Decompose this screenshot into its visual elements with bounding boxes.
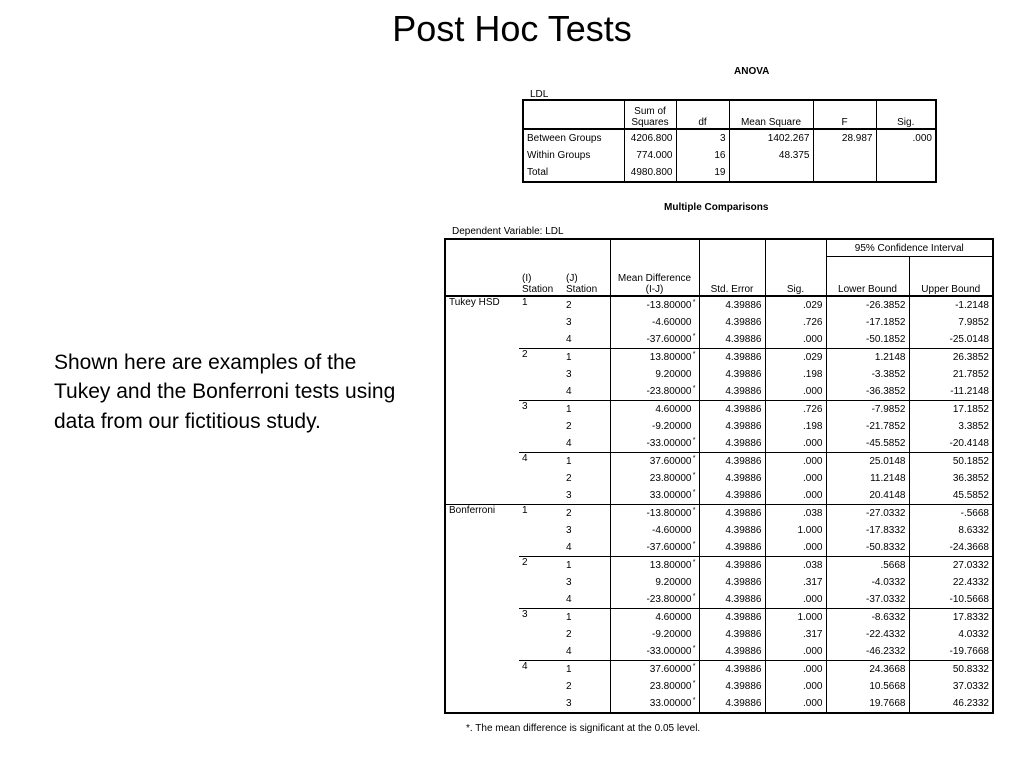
mc-cell: .000 <box>765 487 826 505</box>
mc-cell: 20.4148 <box>826 487 909 505</box>
mc-row <box>445 314 993 331</box>
mc-diff-value: -9.20000 <box>652 421 692 432</box>
mc-cell: 1.000 <box>765 609 826 627</box>
mc-method-cell <box>445 678 519 695</box>
anova-cell: 19 <box>676 164 729 182</box>
mc-cell: 27.0332 <box>909 557 993 575</box>
mc-cell: .000 <box>765 678 826 695</box>
mc-header-se: Std. Error <box>699 239 765 296</box>
mc-cell: 4.39886 <box>699 435 765 453</box>
mc-cell: .317 <box>765 574 826 591</box>
mc-diff-cell: -23.80000* <box>610 383 699 401</box>
mc-row <box>445 591 993 609</box>
mc-cell: -21.7852 <box>826 418 909 435</box>
mc-i-cell <box>519 366 563 383</box>
mc-cell: -25.0148 <box>909 331 993 349</box>
anova-header-cell <box>523 100 624 129</box>
mc-j-cell: 3 <box>566 369 572 380</box>
mc-j-cell: 1 <box>563 557 610 575</box>
anova-row <box>523 147 936 164</box>
mc-j-cell: 1 <box>563 401 610 419</box>
mc-row <box>445 453 993 471</box>
mc-header-ci: 95% Confidence Interval <box>826 239 993 257</box>
mc-row <box>445 331 993 349</box>
mc-diff-value: 33.00000 <box>649 490 692 501</box>
mc-cell: -46.2332 <box>826 643 909 661</box>
mc-j-cell: 1 <box>563 349 610 367</box>
mc-diff-cell <box>610 366 699 383</box>
anova-cell <box>876 147 936 164</box>
mc-cell: .000 <box>765 383 826 401</box>
mc-cell: .317 <box>765 626 826 643</box>
mc-dependent-label: Dependent Variable: LDL <box>452 226 564 237</box>
mc-cell: 4.39886 <box>699 331 765 349</box>
mc-row <box>445 349 993 367</box>
mc-i-cell: 4 <box>519 453 563 471</box>
mc-cell: .029 <box>765 296 826 314</box>
mc-cell: 46.2332 <box>909 695 993 713</box>
mc-j-cell: 4 <box>566 438 572 449</box>
mc-cell: 4.39886 <box>699 401 765 419</box>
anova-row-label: Within Groups <box>523 147 624 164</box>
mc-cell: 21.7852 <box>909 366 993 383</box>
slide-title: Post Hoc Tests <box>392 8 632 49</box>
mc-j-cell: 2 <box>563 505 610 523</box>
mc-cell: 1.000 <box>765 522 826 539</box>
mc-j-cell: 4 <box>566 594 572 605</box>
mc-cell: 50.1852 <box>909 453 993 471</box>
mc-diff-cell: 37.60000* <box>610 661 699 679</box>
mc-diff-value: 13.80000 <box>649 352 692 363</box>
mc-cell: 4.39886 <box>699 453 765 471</box>
mc-diff-cell: 37.60000* <box>610 453 699 471</box>
mc-j-cell: 2 <box>566 421 572 432</box>
mc-row <box>445 643 993 661</box>
mc-row <box>445 626 993 643</box>
mc-method-cell <box>445 609 519 627</box>
mc-diff-cell: -13.80000* <box>610 505 699 523</box>
mc-cell: 10.5668 <box>826 678 909 695</box>
anova-cell: 48.375 <box>729 147 813 164</box>
mc-cell: 17.8332 <box>909 609 993 627</box>
mc-cell: -10.5668 <box>909 591 993 609</box>
mc-header-diff: Mean Difference (I-J) <box>610 239 699 296</box>
mc-method-cell <box>445 383 519 401</box>
mc-i-cell: 1 <box>519 505 563 523</box>
mc-header-blank <box>445 239 519 296</box>
mc-row <box>445 470 993 487</box>
mc-method-cell <box>445 695 519 713</box>
mc-diff-cell <box>610 609 699 627</box>
mc-cell: -50.8332 <box>826 539 909 557</box>
mc-cell: 4.39886 <box>699 349 765 367</box>
mc-header-j: (J) Station <box>563 239 610 296</box>
mc-diff-value: 23.80000 <box>649 473 692 484</box>
mc-cell: 24.3668 <box>826 661 909 679</box>
mc-cell: -8.6332 <box>826 609 909 627</box>
mc-i-cell: 2 <box>519 349 563 367</box>
mc-cell: 4.39886 <box>699 678 765 695</box>
mc-cell: -3.3852 <box>826 366 909 383</box>
mc-row <box>445 557 993 575</box>
anova-header-cell: Sum of Squares <box>624 100 676 129</box>
mc-cell: .000 <box>765 435 826 453</box>
anova-row <box>523 129 936 147</box>
mc-cell: -50.1852 <box>826 331 909 349</box>
mc-row <box>445 695 993 713</box>
mc-cell: 4.39886 <box>699 366 765 383</box>
mc-footnote: *. The mean difference is significant at the 0.05 level. <box>466 723 701 734</box>
mc-cell: 4.39886 <box>699 574 765 591</box>
mc-method-cell <box>445 331 519 349</box>
anova-row-label: Total <box>523 164 624 182</box>
mc-i-cell <box>519 331 563 349</box>
mc-diff-value: -13.80000 <box>646 300 692 311</box>
mc-diff-cell: 23.80000* <box>610 470 699 487</box>
mc-diff-value: 23.80000 <box>649 681 692 692</box>
mc-row <box>445 522 993 539</box>
mc-method-cell <box>445 487 519 505</box>
mc-cell: .198 <box>765 418 826 435</box>
mc-i-cell <box>519 314 563 331</box>
anova-cell: .000 <box>876 129 936 147</box>
mc-diff-cell <box>610 314 699 331</box>
mc-method-cell <box>445 591 519 609</box>
mc-cell: 4.39886 <box>699 539 765 557</box>
anova-row-label: Between Groups <box>523 129 624 147</box>
mc-method-cell <box>445 661 519 679</box>
mc-header-lower: Lower Bound <box>826 257 909 297</box>
mc-method-cell <box>445 314 519 331</box>
mc-cell: 4.39886 <box>699 609 765 627</box>
mc-cell: -19.7668 <box>909 643 993 661</box>
anova-table <box>522 99 937 183</box>
mc-row <box>445 366 993 383</box>
mc-cell: .000 <box>765 470 826 487</box>
mc-row <box>445 383 993 401</box>
mc-method-cell <box>445 418 519 435</box>
mc-diff-value: -4.60000 <box>652 317 692 328</box>
mc-cell: 4.39886 <box>699 626 765 643</box>
mc-diff-cell: -33.00000* <box>610 435 699 453</box>
mc-j-cell: 4 <box>566 542 572 553</box>
mc-i-cell <box>519 539 563 557</box>
mc-i-cell: 2 <box>519 557 563 575</box>
mc-i-cell <box>519 695 563 713</box>
anova-header-cell: Mean Square <box>729 100 813 129</box>
mc-diff-cell: 33.00000* <box>610 695 699 713</box>
mc-diff-cell <box>610 401 699 419</box>
mc-cell: 8.6332 <box>909 522 993 539</box>
mc-cell: -7.9852 <box>826 401 909 419</box>
mc-cell: 4.39886 <box>699 522 765 539</box>
mc-cell: .000 <box>765 643 826 661</box>
mc-cell: -20.4148 <box>909 435 993 453</box>
mc-cell: -1.2148 <box>909 296 993 314</box>
mc-method-cell <box>445 643 519 661</box>
mc-diff-value: -33.00000 <box>646 646 692 657</box>
mc-cell: .5668 <box>826 557 909 575</box>
mc-cell: .198 <box>765 366 826 383</box>
mc-method-cell <box>445 349 519 367</box>
mc-cell: -11.2148 <box>909 383 993 401</box>
mc-cell: 4.39886 <box>699 470 765 487</box>
mc-cell: 4.39886 <box>699 661 765 679</box>
anova-cell: 16 <box>676 147 729 164</box>
mc-row <box>445 296 993 314</box>
mc-diff-cell: -23.80000* <box>610 591 699 609</box>
anova-row <box>523 164 936 182</box>
mc-diff-value: 9.20000 <box>655 369 692 380</box>
mc-cell: 3.3852 <box>909 418 993 435</box>
anova-cell: 3 <box>676 129 729 147</box>
mc-j-cell: 4 <box>566 334 572 345</box>
mc-cell: 19.7668 <box>826 695 909 713</box>
mc-cell: 25.0148 <box>826 453 909 471</box>
anova-cell <box>729 164 813 182</box>
mc-cell: 4.0332 <box>909 626 993 643</box>
mc-method-cell <box>445 522 519 539</box>
anova-cell: 774.000 <box>624 147 676 164</box>
mc-diff-value: 33.00000 <box>649 698 692 709</box>
mc-diff-cell <box>610 574 699 591</box>
anova-cell: 1402.267 <box>729 129 813 147</box>
mc-j-cell: 2 <box>566 473 572 484</box>
mc-cell: 36.3852 <box>909 470 993 487</box>
mc-j-cell: 4 <box>566 646 572 657</box>
mc-i-cell <box>519 678 563 695</box>
mc-i-cell: 3 <box>519 609 563 627</box>
mc-diff-value: -23.80000 <box>646 386 692 397</box>
mc-i-cell <box>519 470 563 487</box>
mc-i-cell: 4 <box>519 661 563 679</box>
mc-j-cell: 4 <box>566 386 572 397</box>
mc-diff-cell: 13.80000* <box>610 557 699 575</box>
mc-diff-cell: -13.80000* <box>610 296 699 314</box>
mc-j-cell: 2 <box>566 681 572 692</box>
mc-i-cell: 3 <box>519 401 563 419</box>
mc-diff-cell: -33.00000* <box>610 643 699 661</box>
mc-cell: .726 <box>765 401 826 419</box>
mc-cell: .726 <box>765 314 826 331</box>
mc-method-cell <box>445 401 519 419</box>
anova-cell: 4980.800 <box>624 164 676 182</box>
mc-cell: 4.39886 <box>699 296 765 314</box>
mc-diff-cell: 23.80000* <box>610 678 699 695</box>
mc-cell: -17.1852 <box>826 314 909 331</box>
mc-diff-value: 4.60000 <box>655 612 692 623</box>
mc-cell: 22.4332 <box>909 574 993 591</box>
mc-cell: -22.4332 <box>826 626 909 643</box>
anova-cell: 28.987 <box>813 129 876 147</box>
mc-cell: .029 <box>765 349 826 367</box>
mc-title: Multiple Comparisons <box>664 202 769 213</box>
mc-diff-cell <box>610 418 699 435</box>
mc-cell: .038 <box>765 505 826 523</box>
mc-row <box>445 418 993 435</box>
mc-cell: 4.39886 <box>699 418 765 435</box>
mc-row <box>445 661 993 679</box>
mc-i-cell <box>519 418 563 435</box>
mc-i-cell <box>519 591 563 609</box>
mc-header-upper: Upper Bound <box>909 257 993 297</box>
anova-header-cell: Sig. <box>876 100 936 129</box>
mc-cell: .038 <box>765 557 826 575</box>
anova-cell <box>876 164 936 182</box>
anova-dependent-label: LDL <box>530 89 549 100</box>
mc-i-cell <box>519 643 563 661</box>
mc-cell: 7.9852 <box>909 314 993 331</box>
mc-cell: .000 <box>765 539 826 557</box>
mc-diff-value: 37.60000 <box>649 456 692 467</box>
mc-row <box>445 435 993 453</box>
mc-diff-value: 13.80000 <box>649 560 692 571</box>
mc-i-cell <box>519 626 563 643</box>
mc-cell: 45.5852 <box>909 487 993 505</box>
mc-cell: .000 <box>765 661 826 679</box>
mc-row <box>445 505 993 523</box>
mc-cell: -24.3668 <box>909 539 993 557</box>
mc-cell: 1.2148 <box>826 349 909 367</box>
anova-header-cell: F <box>813 100 876 129</box>
anova-header-cell: df <box>676 100 729 129</box>
mc-row <box>445 678 993 695</box>
mc-cell: .000 <box>765 591 826 609</box>
mc-method-cell <box>445 366 519 383</box>
mc-i-cell <box>519 487 563 505</box>
mc-method-cell <box>445 574 519 591</box>
mc-j-cell: 3 <box>566 698 572 709</box>
mc-diff-cell: -37.60000* <box>610 331 699 349</box>
mc-method-cell: Bonferroni <box>445 505 519 523</box>
mc-diff-cell: 13.80000* <box>610 349 699 367</box>
mc-diff-value: -13.80000 <box>646 508 692 519</box>
mc-cell: -27.0332 <box>826 505 909 523</box>
mc-cell: 4.39886 <box>699 487 765 505</box>
mc-cell: 37.0332 <box>909 678 993 695</box>
mc-cell: 4.39886 <box>699 591 765 609</box>
mc-cell: -17.8332 <box>826 522 909 539</box>
mc-row <box>445 574 993 591</box>
mc-diff-value: -23.80000 <box>646 594 692 605</box>
mc-method-cell <box>445 626 519 643</box>
mc-diff-value: -4.60000 <box>652 525 692 536</box>
multiple-comparisons-table <box>444 238 994 714</box>
mc-cell: 4.39886 <box>699 383 765 401</box>
mc-j-cell: 3 <box>566 577 572 588</box>
mc-cell: 4.39886 <box>699 314 765 331</box>
mc-header-i: (I) Station <box>519 239 563 296</box>
body-text: Shown here are examples of the Tukey and the Bonferroni tests using data from our fictitious study. <box>54 351 396 433</box>
anova-cell <box>813 164 876 182</box>
mc-diff-value: 4.60000 <box>655 404 692 415</box>
mc-i-cell <box>519 574 563 591</box>
mc-cell: -26.3852 <box>826 296 909 314</box>
mc-diff-value: -33.00000 <box>646 438 692 449</box>
mc-diff-cell <box>610 626 699 643</box>
mc-j-cell: 3 <box>566 317 572 328</box>
mc-method-cell <box>445 453 519 471</box>
mc-cell: .000 <box>765 331 826 349</box>
anova-cell <box>813 147 876 164</box>
mc-j-cell: 1 <box>563 453 610 471</box>
mc-cell: 17.1852 <box>909 401 993 419</box>
mc-row <box>445 401 993 419</box>
mc-method-cell: Tukey HSD <box>449 297 500 308</box>
mc-method-cell <box>445 539 519 557</box>
mc-cell: 4.39886 <box>699 695 765 713</box>
mc-header-sig: Sig. <box>765 239 826 296</box>
mc-i-cell <box>519 522 563 539</box>
mc-cell: -45.5852 <box>826 435 909 453</box>
mc-diff-value: 9.20000 <box>655 577 692 588</box>
mc-row <box>445 487 993 505</box>
mc-diff-cell: -37.60000* <box>610 539 699 557</box>
mc-j-cell: 1 <box>563 661 610 679</box>
mc-cell: -.5668 <box>909 505 993 523</box>
anova-cell: 4206.800 <box>624 129 676 147</box>
mc-cell: 26.3852 <box>909 349 993 367</box>
mc-i-cell <box>519 435 563 453</box>
mc-cell: 4.39886 <box>699 505 765 523</box>
mc-cell: .000 <box>765 453 826 471</box>
mc-header-row-1 <box>445 239 993 257</box>
mc-diff-cell <box>610 522 699 539</box>
anova-title: ANOVA <box>734 66 770 77</box>
mc-i-cell: 1 <box>522 297 528 308</box>
mc-j-cell: 2 <box>566 629 572 640</box>
mc-cell: 4.39886 <box>699 643 765 661</box>
mc-diff-value: 37.60000 <box>649 664 692 675</box>
mc-diff-value: -37.60000 <box>646 334 692 345</box>
mc-cell: -4.0332 <box>826 574 909 591</box>
mc-j-cell: 1 <box>563 609 610 627</box>
mc-diff-cell: 33.00000* <box>610 487 699 505</box>
mc-row <box>445 539 993 557</box>
mc-method-cell <box>445 470 519 487</box>
mc-j-cell: 3 <box>566 490 572 501</box>
mc-cell: 4.39886 <box>699 557 765 575</box>
mc-method-cell <box>445 435 519 453</box>
mc-cell: .000 <box>765 695 826 713</box>
mc-cell: -37.0332 <box>826 591 909 609</box>
mc-diff-value: -37.60000 <box>646 542 692 553</box>
anova-header-row <box>523 100 936 129</box>
mc-cell: 11.2148 <box>826 470 909 487</box>
mc-cell: 50.8332 <box>909 661 993 679</box>
mc-method-cell <box>445 557 519 575</box>
mc-row <box>445 609 993 627</box>
mc-cell: -36.3852 <box>826 383 909 401</box>
mc-j-cell: 3 <box>566 525 572 536</box>
mc-j-cell: 2 <box>566 300 572 311</box>
mc-diff-value: -9.20000 <box>652 629 692 640</box>
mc-i-cell <box>519 383 563 401</box>
